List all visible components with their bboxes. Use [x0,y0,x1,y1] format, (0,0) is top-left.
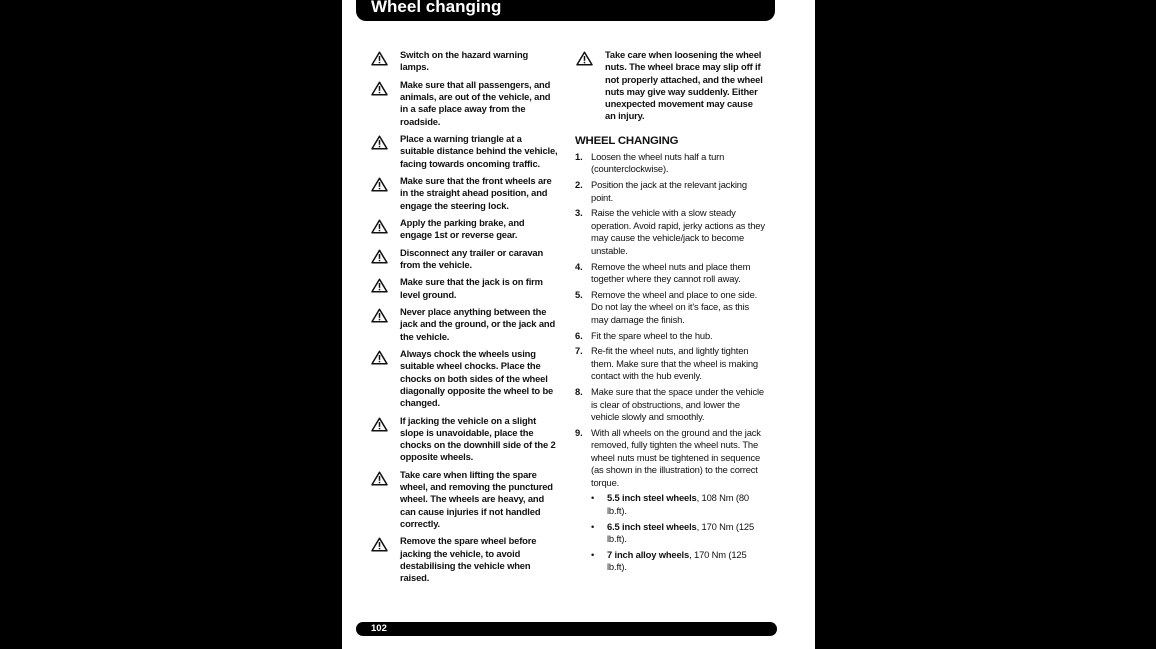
torque-value: , 170 Nm (125 lb.ft). [607,520,755,545]
warning-item [370,133,558,170]
bullet-dot: • [591,520,595,532]
warning-text: Take care when loosening the wheel nuts. The wheel brace may slip off if not properly attached, and the wheel nuts may give way suddenly. Either unexpected movement may cause an injury. [605,49,763,122]
warning-text: Take care when lifting the spare wheel, and removing the punctured wheel. The wheels are heavy, and can cause injuries if not handled correctly. [400,468,553,530]
warning-text: Make sure that the front wheels are in the straight ahead position, and engage the steering lock. [400,174,552,211]
right-column [575,49,765,577]
warning-item [370,415,558,464]
warning-item [370,247,558,272]
step-text: Position the jack at the relevant jacking point. [591,179,747,203]
step-text: Make sure that the space under the vehicle is clear of obstructions, and lower the vehicle slowly and smoothly. [591,386,764,422]
bullet-dot: • [591,492,595,504]
warning-triangle-icon [371,308,388,323]
step-text: With all wheels on the ground and the jack removed, fully tighten the wheel nuts. The wheel nuts must be tightened in sequence (as shown in the illustration) to the correct torque. [591,426,761,488]
step-text: Remove the wheel nuts and place them together where they cannot roll away. [591,260,751,284]
step-item [575,386,765,423]
warning-triangle-icon [576,51,593,66]
warning-triangle-icon [371,81,388,96]
page-number: 102 [371,623,387,634]
step-number: 9. [575,426,583,438]
step-item [575,289,765,326]
warning-triangle-icon [371,219,388,234]
step-number: 7. [575,345,583,357]
torque-label: 5.5 inch steel wheels [607,492,697,504]
step-number: 2. [575,179,583,191]
warning-item [370,217,558,242]
warning-triangle-icon [371,350,388,365]
warning-triangle-icon [371,177,388,192]
step-text: Loosen the wheel nuts half a turn (counterclockwise). [591,150,725,175]
warning-item [370,79,558,128]
step-item [575,151,765,176]
warning-text: Apply the parking brake, and engage 1st or reverse gear. [400,216,525,241]
warning-text: Remove the spare wheel before jacking the vehicle, to avoid destabilising the vehicle when raised. [400,535,537,584]
warning-text: Always chock the wheels using suitable wheel chocks. Place the chocks on both sides of the wheel diagonally opposite the wheel to be changed. [400,347,554,409]
step-number: 3. [575,207,583,219]
torque-value: , 170 Nm (125 lb.ft). [607,549,747,573]
torque-bullet [575,492,765,517]
step-number: 1. [575,150,583,162]
torque-label: 6.5 inch steel wheels [607,520,697,532]
warning-item [370,306,558,343]
footer-bar [356,622,777,636]
warning-item [370,175,558,212]
warning-triangle-icon [371,417,388,432]
step-item [575,345,765,382]
warning-text: Switch on the hazard warning lamps. [400,49,529,73]
warning-item [370,276,558,301]
step-number: 8. [575,386,583,398]
step-item [575,207,765,257]
warning-item [370,535,558,584]
warning-triangle-icon [371,135,388,150]
step-item [575,179,765,204]
warning-item [370,469,558,530]
warning-text: Never place anything between the jack and the ground, or the jack and the vehicle. [400,306,556,342]
torque-bullet [575,549,765,574]
section-heading: WHEEL CHANGING [575,134,679,147]
warning-triangle-icon [371,278,388,293]
warning-text: If jacking the vehicle on a slight slope is unavoidable, place the chocks on the downhill side of the 2 opposite wheels. [400,414,556,463]
manual-page [342,0,815,649]
step-text: Remove the wheel and place to one side. Do not lay the wheel on it's face, as this may damage the finish. [591,288,758,325]
step-number: 4. [575,260,583,272]
torque-label: 7 inch alloy wheels [607,549,690,561]
warning-text: Make sure that all passengers, and animals, are out of the vehicle, and in a safe place away from the roadside. [400,78,551,127]
warning-text: Place a warning triangle at a suitable distance behind the vehicle, facing towards oncoming traffic. [400,132,558,169]
step-text: Re-fit the wheel nuts, and lightly tighten them. Make sure that the wheel is making contact with the hub evenly. [591,345,758,382]
warning-item [370,348,558,409]
torque-bullet [575,521,765,546]
step-text: Fit the spare wheel to the hub. [591,329,713,341]
step-item [575,427,765,489]
bullet-dot: • [591,549,595,561]
step-item [575,261,765,286]
warning-triangle-icon [371,51,388,66]
step-item [575,330,765,342]
page-title: Wheel changing [371,0,502,16]
warning-triangle-icon [371,471,388,486]
warning-item [575,49,765,123]
torque-value: , 108 Nm (80 lb.ft). [607,492,749,516]
step-text: Raise the vehicle with a slow steady operation. Avoid rapid, jerky actions as they may cause the vehicle/jack to become unstable. [591,207,765,256]
left-column [370,49,558,590]
warning-text: Make sure that the jack is on firm level ground. [400,276,543,300]
step-number: 6. [575,329,583,341]
warning-item [370,49,558,74]
warning-triangle-icon [371,537,388,552]
warning-text: Disconnect any trailer or caravan from the vehicle. [400,246,544,270]
step-number: 5. [575,288,583,300]
header-bar [356,0,775,21]
warning-triangle-icon [371,249,388,264]
